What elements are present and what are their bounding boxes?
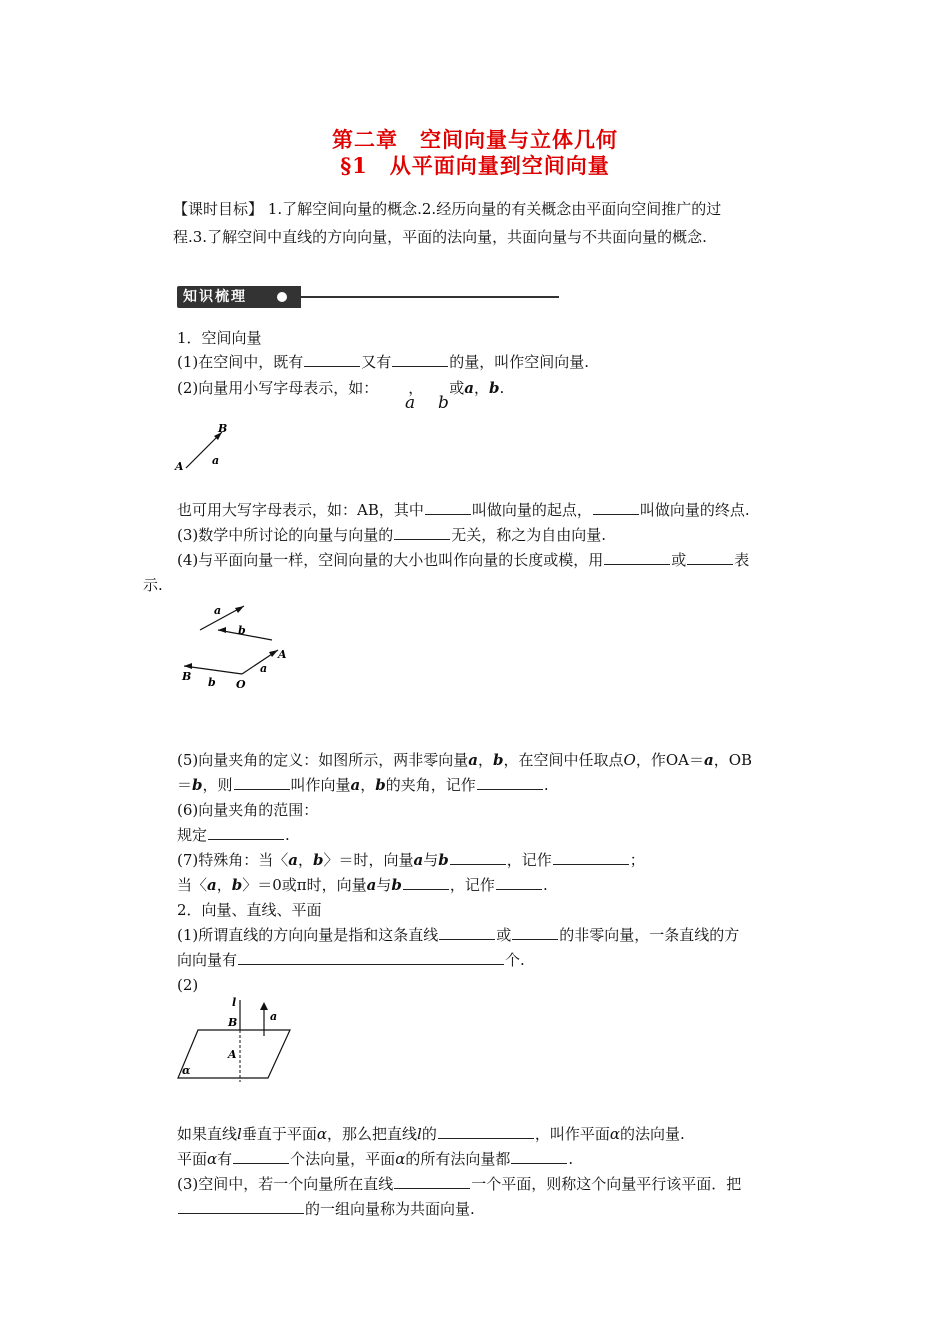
header-dot-icon bbox=[277, 292, 287, 302]
fig1-label-a: a bbox=[212, 454, 220, 467]
header-rule bbox=[297, 296, 559, 298]
objectives-line-2: 程.3.了解空间中直线的方向向量，平面的法向量，共面向量与不共面向量的概念. bbox=[173, 228, 707, 246]
figure-vector-angle bbox=[172, 598, 302, 693]
s1-p6: (5)向量夹角的定义：如图所示，两非零向量a，b，在空间中任取点O，作OA＝a，OB bbox=[177, 751, 753, 769]
arrowhead-icon bbox=[269, 650, 278, 657]
blank[interactable] bbox=[687, 550, 733, 565]
blank[interactable] bbox=[511, 1149, 567, 1164]
fig2-label-b1: b bbox=[238, 624, 246, 637]
arrowhead-icon bbox=[218, 627, 226, 633]
s1-p2: (2)向量用小写字母表示，如： ， 或a，b. bbox=[177, 379, 505, 397]
s1-p9: (7)特殊角：当〈a，b〉＝时，向量a与b ，记作 ； bbox=[177, 851, 645, 869]
s1-p6-cont: ＝b，则 叫作向量a，b的夹角，记作 . bbox=[177, 776, 549, 794]
blank[interactable] bbox=[604, 550, 670, 565]
s1-p10: 当〈a，b〉＝0或π时，向量a与b ，记作 . bbox=[177, 876, 548, 894]
figure-plane-normal bbox=[176, 996, 306, 1088]
blank[interactable] bbox=[304, 352, 360, 367]
fig3-label-l: l bbox=[232, 996, 237, 1009]
fig3-label-A: A bbox=[228, 1048, 237, 1061]
fig1-label-B: B bbox=[218, 422, 228, 435]
blank[interactable] bbox=[233, 1149, 289, 1164]
s2-p6: (3)空间中，若一个向量所在直线 一个平面，则称这个向量平行该平面．把 bbox=[177, 1175, 742, 1193]
s2-p5: 平面α有 个法向量，平面α的所有法向量都 . bbox=[177, 1150, 574, 1168]
s1-heading: 1．空间向量 bbox=[177, 329, 262, 347]
blank[interactable] bbox=[394, 1174, 470, 1189]
blank[interactable] bbox=[392, 352, 448, 367]
s1-p7: (6)向量夹角的范围： bbox=[177, 801, 319, 819]
blank[interactable] bbox=[450, 850, 506, 865]
vector-a-symbol: a bbox=[405, 393, 416, 413]
s2-p1: (1)所谓直线的方向向量是指和这条直线 或 的非零向量，一条直线的方 bbox=[177, 926, 740, 944]
blank[interactable] bbox=[438, 1124, 534, 1139]
fig2-label-O: O bbox=[236, 678, 246, 691]
blank[interactable] bbox=[425, 500, 471, 515]
section-title: §1 从平面向量到空间向量 bbox=[340, 153, 610, 178]
blank[interactable] bbox=[394, 525, 450, 540]
fig1-label-A: A bbox=[175, 460, 184, 473]
s2-p4: 如果直线l垂直于平面α，那么把直线l的 ，叫作平面α的法向量. bbox=[177, 1125, 685, 1143]
blank[interactable] bbox=[238, 950, 504, 965]
blank[interactable] bbox=[593, 500, 639, 515]
fig2-label-a1: a bbox=[214, 604, 222, 617]
objectives-line-1 bbox=[173, 199, 721, 219]
objectives-label: 【课时目标】 bbox=[173, 200, 264, 218]
fig3-label-B: B bbox=[228, 1016, 238, 1029]
fig2-label-a2: a bbox=[260, 662, 268, 675]
objectives-text-1: 1.了解空间向量的概念.2.经历向量的有关概念由平面向空间推广的过 bbox=[267, 200, 722, 218]
vector-b-symbol: b bbox=[438, 393, 449, 413]
figure-vector-ab bbox=[172, 418, 242, 478]
fig3-label-a: a bbox=[270, 1010, 278, 1023]
blank[interactable] bbox=[553, 850, 629, 865]
s2-p2: 向向量有 个. bbox=[177, 951, 525, 969]
arrowhead-icon bbox=[235, 606, 244, 613]
s2-p7: 的一组向量称为共面向量. bbox=[177, 1199, 475, 1219]
arrowhead-icon bbox=[260, 1002, 268, 1010]
blank[interactable] bbox=[178, 1199, 304, 1214]
s1-p5: (4)与平面向量一样，空间向量的大小也叫作向量的长度或模，用 或 表 bbox=[177, 551, 750, 569]
s1-p4: (3)数学中所讨论的向量与向量的 无关，称之为自由向量. bbox=[177, 526, 607, 544]
s2-heading: 2．向量、直线、平面 bbox=[177, 901, 322, 919]
s1-p8: 规定 . bbox=[177, 826, 290, 844]
blank[interactable] bbox=[403, 875, 449, 890]
blank[interactable] bbox=[208, 825, 284, 840]
section-header-label: 知识梳理 bbox=[177, 286, 301, 308]
s2-p3: (2) bbox=[177, 976, 199, 994]
blank[interactable] bbox=[234, 775, 290, 790]
s1-p1: (1)在空间中，既有 又有 的量，叫作空间向量. bbox=[177, 353, 590, 371]
blank[interactable] bbox=[439, 925, 495, 940]
blank[interactable] bbox=[512, 925, 558, 940]
fig2-label-B: B bbox=[182, 670, 192, 683]
fig3-label-alpha: α bbox=[182, 1064, 191, 1077]
s1-p5-cont: 示. bbox=[143, 576, 163, 594]
chapter-title: 第二章 空间向量与立体几何 bbox=[332, 127, 618, 152]
blank[interactable] bbox=[477, 775, 543, 790]
fig2-label-A: A bbox=[278, 648, 287, 661]
blank[interactable] bbox=[496, 875, 542, 890]
arrowhead-icon bbox=[184, 663, 192, 669]
s1-p3: 也可用大写字母表示，如：AB，其中 叫做向量的起点， 叫做向量的终点. bbox=[177, 501, 750, 519]
fig2-label-b2: b bbox=[208, 676, 216, 689]
